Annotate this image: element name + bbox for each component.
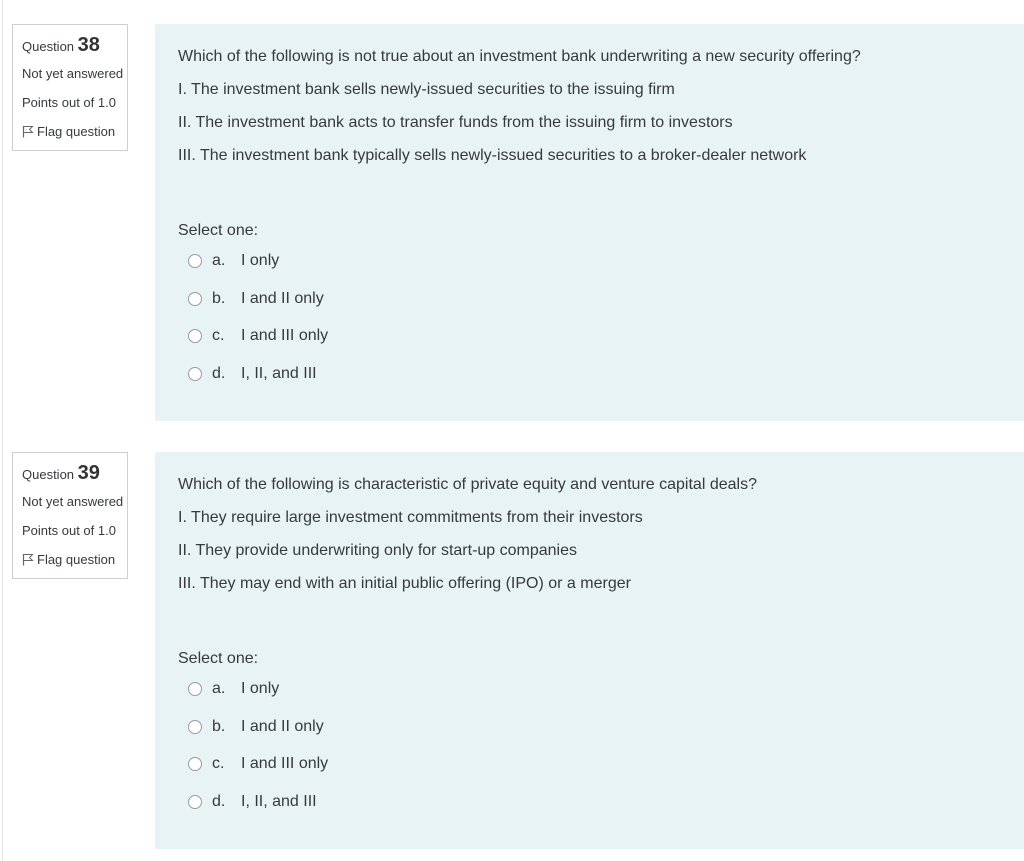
option-d[interactable] xyxy=(188,363,1024,385)
option-letter: b. xyxy=(212,289,226,307)
statement-3: III. The investment bank typically sells newly-issued securities to a broker-dealer network xyxy=(178,147,807,164)
left-divider xyxy=(2,0,3,861)
option-b[interactable] xyxy=(188,288,1024,310)
question-state: Not yet answered xyxy=(22,66,124,81)
question-label: Question xyxy=(22,39,75,54)
question-text xyxy=(178,46,1024,167)
option-letter: c. xyxy=(212,755,225,772)
question-label: Question xyxy=(22,467,75,482)
option-a[interactable] xyxy=(188,678,1024,700)
statement-1: I. The investment bank sells newly-issued securities to the issuing firm xyxy=(178,81,675,98)
question-stem: Which of the following is not true about an investment bank underwriting a new security offering? xyxy=(178,48,861,65)
question-grade: Points out of 1.0 xyxy=(22,523,116,538)
option-b[interactable] xyxy=(188,716,1024,738)
flag-label: Flag question xyxy=(37,124,116,139)
answer-options xyxy=(178,678,1024,813)
question-content xyxy=(155,452,1024,849)
radio-unchecked-icon[interactable] xyxy=(188,682,202,696)
question-text xyxy=(178,474,1024,595)
question-number-line xyxy=(22,33,127,59)
flag-icon xyxy=(22,125,34,138)
radio-unchecked-icon[interactable] xyxy=(188,329,202,343)
question-state: Not yet answered xyxy=(22,494,124,509)
select-prompt: Select one: xyxy=(178,222,259,239)
option-a[interactable] xyxy=(188,250,1024,272)
question-number: 38 xyxy=(77,34,100,56)
option-c[interactable] xyxy=(188,325,1024,347)
option-letter: a. xyxy=(212,680,226,697)
question-grade: Points out of 1.0 xyxy=(22,95,116,110)
question-info xyxy=(12,452,128,579)
statement-2: II. The investment bank acts to transfer funds from the issuing firm to investors xyxy=(178,114,733,131)
statement-3: III. They may end with an initial public offering (IPO) or a merger xyxy=(178,575,631,592)
option-text: I and III only xyxy=(241,327,329,344)
answer-options xyxy=(178,250,1024,385)
question-stem: Which of the following is characteristic of private equity and venture capital deals? xyxy=(178,476,757,493)
question-info xyxy=(12,24,128,151)
select-prompt: Select one: xyxy=(178,650,259,667)
radio-unchecked-icon[interactable] xyxy=(188,367,202,381)
option-text: I and III only xyxy=(241,755,329,772)
statement-2: II. They provide underwriting only for start-up companies xyxy=(178,542,578,559)
option-c[interactable] xyxy=(188,753,1024,775)
flag-icon xyxy=(22,553,34,566)
option-letter: b. xyxy=(212,717,226,735)
question-number: 39 xyxy=(77,462,100,484)
radio-unchecked-icon[interactable] xyxy=(188,292,202,306)
question-content xyxy=(155,24,1024,421)
flag-question-link[interactable] xyxy=(22,122,127,142)
statement-1: I. They require large investment commitments from their investors xyxy=(178,509,643,526)
option-letter: d. xyxy=(212,364,226,382)
radio-unchecked-icon[interactable] xyxy=(188,795,202,809)
option-letter: c. xyxy=(212,327,225,344)
option-text: I and II only xyxy=(241,717,324,735)
option-text: I, II, and III xyxy=(241,792,317,810)
option-text: I only xyxy=(241,252,280,269)
flag-label: Flag question xyxy=(37,552,116,567)
flag-question-link[interactable] xyxy=(22,550,127,570)
option-letter: d. xyxy=(212,792,226,810)
option-d[interactable] xyxy=(188,791,1024,813)
option-letter: a. xyxy=(212,252,226,269)
option-text: I only xyxy=(241,680,280,697)
option-text: I, II, and III xyxy=(241,364,317,382)
radio-unchecked-icon[interactable] xyxy=(188,757,202,771)
option-text: I and II only xyxy=(241,289,324,307)
radio-unchecked-icon[interactable] xyxy=(188,254,202,268)
question-number-line xyxy=(22,461,127,487)
radio-unchecked-icon[interactable] xyxy=(188,720,202,734)
